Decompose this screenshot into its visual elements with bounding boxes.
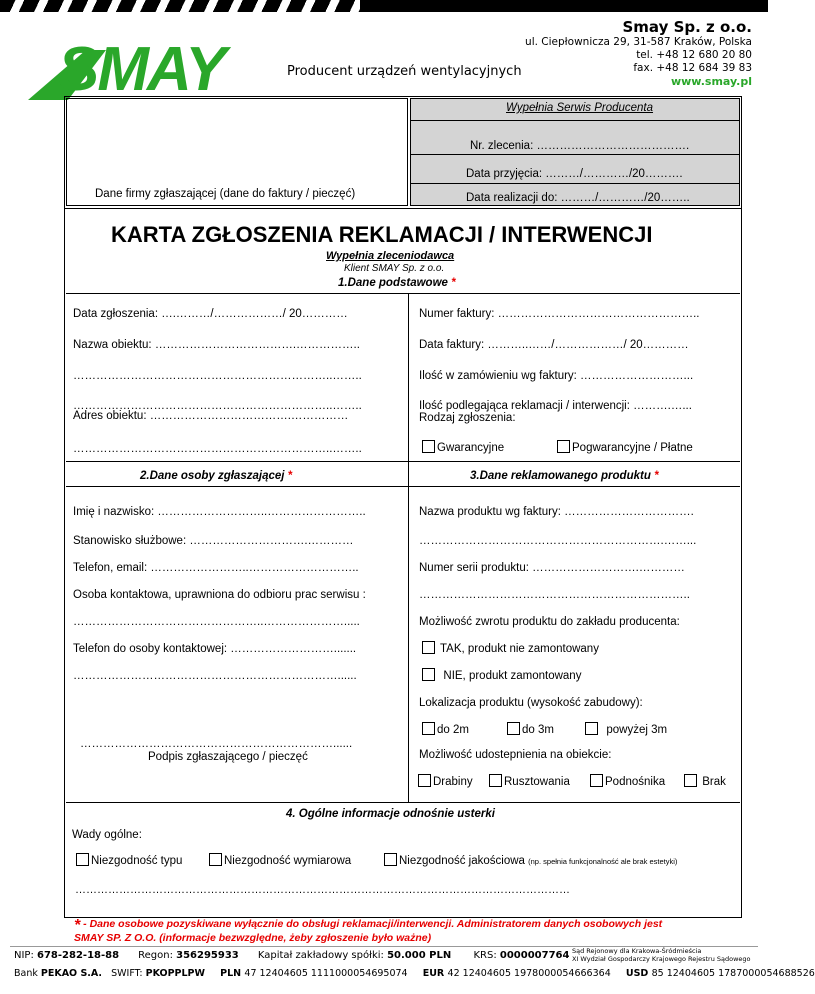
signature-line[interactable]: …………………………………………………………...... bbox=[80, 738, 353, 750]
section-divider bbox=[66, 461, 740, 462]
tagline: Producent urządzeń wentylacyjnych bbox=[287, 64, 522, 79]
checkbox-type-mismatch[interactable] bbox=[76, 853, 89, 866]
company-stamp-label: Dane firmy zgłaszającej (dane do faktury / pieczęć) bbox=[95, 188, 356, 200]
field-address-cont[interactable]: …………………………………………………………..…….. bbox=[73, 443, 362, 455]
field-invoice-number[interactable]: Numer faktury: …………………………………………….. bbox=[419, 308, 700, 320]
field-claim-quantity[interactable]: Ilość podlegająca reklamacji / interwencji: ……….…... bbox=[419, 400, 692, 412]
service-title: Wypełnia Serwis Producenta bbox=[506, 102, 654, 114]
company-tel: tel. +48 12 680 20 80 bbox=[636, 49, 752, 61]
order-number-field[interactable]: Nr. zlecenia: …………………………………. bbox=[470, 140, 690, 152]
section-divider bbox=[66, 486, 740, 487]
checkbox-return-yes[interactable] bbox=[422, 641, 435, 654]
footer-court: Sąd Rejonowy dla Krakowa-Śródmieścia XI Wydział Gospodarczy Krajowego Rejestru Sądowego bbox=[572, 947, 751, 963]
footer-line2: Bank PEKAO S.A. SWIFT: PKOPPLPW PLN 47 12404605 1111000054695074 EUR 42 12404605 1978000054666364 USD 85 12404605 1787000054688526 bbox=[14, 968, 815, 979]
option-return-no[interactable]: NIE, produkt zamontowany bbox=[422, 668, 581, 682]
checkbox-scaffolding[interactable] bbox=[489, 774, 502, 787]
field-product-name-cont[interactable]: ……………………………………………………….……... bbox=[419, 535, 697, 547]
company-name: Smay Sp. z o.o. bbox=[622, 18, 752, 36]
option-warranty[interactable]: Gwarancyjne bbox=[422, 440, 504, 454]
checkbox-dimension-mismatch[interactable] bbox=[209, 853, 222, 866]
checkbox-lift[interactable] bbox=[590, 774, 603, 787]
field-order-quantity[interactable]: Ilość w zamówieniu wg faktury: ………………………... bbox=[419, 370, 694, 382]
checkbox-return-no[interactable] bbox=[422, 668, 435, 681]
service-box bbox=[410, 98, 740, 206]
defects-description-line[interactable]: ……………………………………………………………………………………………………………………… bbox=[75, 884, 570, 896]
completion-date-field[interactable]: Data realizacji do: ………/…………/20…….. bbox=[466, 192, 690, 204]
checkbox-loc-3m[interactable] bbox=[507, 722, 520, 735]
field-phone-email[interactable]: Telefon, email: ……………………..……………………….. bbox=[73, 562, 359, 574]
field-contact-phone-cont[interactable]: ……………………………………………………………...... bbox=[73, 670, 357, 682]
section-divider bbox=[66, 293, 740, 294]
option-return-yes[interactable]: TAK, produkt nie zamontowany bbox=[422, 641, 599, 655]
section-divider bbox=[66, 802, 740, 803]
subtitle-client-fills: Wypełnia zleceniodawca bbox=[326, 250, 455, 262]
section-divider bbox=[64, 208, 742, 209]
field-object-name-cont[interactable]: …………………………………………………………..…….. bbox=[73, 370, 362, 382]
field-object-name[interactable]: Nazwa obiektu: ……………………………….…………….. bbox=[73, 339, 360, 351]
privacy-note: * - Dane osobowe pozyskiwane wyłącznie do obsługi reklamacji/interwencji. Administratorem danych osobowych jest bbox=[74, 917, 663, 934]
company-info bbox=[525, 18, 752, 88]
option-post-warranty[interactable]: Pogwarancyjne / Płatne bbox=[557, 440, 693, 454]
footer-line1: NIP: 678-282-18-88 Regon: 356295933 Kapitał zakładowy spółki: 50.000 PLN KRS: 0000007764 bbox=[14, 950, 570, 961]
smay-logo bbox=[28, 22, 283, 102]
option-type-mismatch[interactable]: Niezgodność typu bbox=[76, 853, 182, 867]
column-divider bbox=[408, 293, 409, 802]
field-contact-phone[interactable]: Telefon do osoby kontaktowej: ………………………....... bbox=[73, 643, 357, 655]
field-full-name[interactable]: Imię i nazwisko: ………………………..…………………….. bbox=[73, 506, 366, 518]
option-quality-mismatch[interactable]: Niezgodność jakościowa (np. spełnia funkcjonalność ale brak estetyki) bbox=[384, 853, 677, 867]
top-bar-stripes bbox=[0, 0, 360, 12]
field-report-type-label: Rodzaj zgłoszenia: bbox=[419, 412, 516, 424]
location-label: Lokalizacja produktu (wysokość zabudowy): bbox=[419, 697, 643, 709]
defects-label: Wady ogólne: bbox=[72, 829, 142, 841]
section1-title: 1.Dane podstawowe * bbox=[338, 277, 456, 289]
option-loc-3m[interactable]: do 3m bbox=[507, 722, 554, 736]
option-lift[interactable]: Podnośnika bbox=[590, 774, 665, 788]
form-title: KARTA ZGŁOSZENIA REKLAMACJI / INTERWENCJI bbox=[111, 222, 653, 247]
checkbox-loc-2m[interactable] bbox=[422, 722, 435, 735]
field-object-name-cont[interactable]: …………………………………………………………..…….. bbox=[73, 400, 362, 412]
service-divider bbox=[411, 183, 739, 184]
company-fax: fax. +48 12 684 39 83 bbox=[633, 62, 752, 74]
field-position[interactable]: Stanowisko służbowe: ………………………….………… bbox=[73, 535, 354, 547]
option-loc-above-3m[interactable]: powyżej 3m bbox=[585, 722, 667, 736]
option-dimension-mismatch[interactable]: Niezgodność wymiarowa bbox=[209, 853, 351, 867]
field-report-date[interactable]: Data zgłoszenia: ….………/………………/ 20………… bbox=[73, 308, 348, 320]
option-loc-2m[interactable]: do 2m bbox=[422, 722, 469, 736]
svg-text:SMAY: SMAY bbox=[58, 35, 225, 104]
checkbox-none[interactable] bbox=[684, 774, 697, 787]
subtitle-client: Klient SMAY Sp. z o.o. bbox=[344, 263, 445, 274]
field-contact-person[interactable]: …………………………………………..…………………..... bbox=[73, 616, 360, 628]
company-web-link[interactable]: www.smay.pl bbox=[670, 75, 752, 88]
section3-title: 3.Dane reklamowanego produktu * bbox=[470, 470, 659, 482]
option-scaffolding[interactable]: Rusztowania bbox=[489, 774, 570, 788]
service-divider bbox=[411, 154, 739, 155]
field-address[interactable]: Adres obiektu: ……………………………….…………… bbox=[73, 410, 349, 422]
return-label: Możliwość zwrotu produktu do zakładu producenta: bbox=[419, 616, 680, 628]
option-ladder[interactable]: Drabiny bbox=[418, 774, 473, 788]
checkbox-post-warranty[interactable] bbox=[557, 440, 570, 453]
signature-label: Podpis zgłaszającego / pieczęć bbox=[148, 751, 308, 763]
top-bar bbox=[0, 0, 768, 12]
section4-title: 4. Ogólne informacje odnośnie usterki bbox=[286, 808, 495, 820]
company-address: ul. Ciepłownicza 29, 31-587 Kraków, Polska bbox=[525, 36, 752, 48]
field-serial-number[interactable]: Numer serii produktu: ……………………….………… bbox=[419, 562, 685, 574]
privacy-note-cont: SMAY SP. Z O.O. (informacje bezwzględne, żeby zgłoszenie było ważne) bbox=[74, 932, 432, 944]
checkbox-quality-mismatch[interactable] bbox=[384, 853, 397, 866]
service-divider bbox=[411, 120, 739, 121]
received-date-field[interactable]: Data przyjęcia: ………/…………/20………. bbox=[466, 168, 683, 180]
section2-title: 2.Dane osoby zgłaszającej * bbox=[140, 470, 293, 482]
field-invoice-date[interactable]: Data faktury: ………..……/………………/ 20………… bbox=[419, 339, 689, 351]
access-label: Możliwość udostepnienia na obiekcie: bbox=[419, 749, 612, 761]
option-none[interactable]: Brak bbox=[684, 774, 726, 788]
field-contact-person-label: Osoba kontaktowa, uprawniona do odbioru prac serwisu : bbox=[73, 589, 366, 601]
field-serial-number-cont[interactable]: …………………………………………………………….. bbox=[419, 589, 690, 601]
checkbox-loc-above-3m[interactable] bbox=[585, 722, 598, 735]
checkbox-ladder[interactable] bbox=[418, 774, 431, 787]
field-product-name[interactable]: Nazwa produktu wg faktury: ……………………………. bbox=[419, 506, 694, 518]
checkbox-warranty[interactable] bbox=[422, 440, 435, 453]
